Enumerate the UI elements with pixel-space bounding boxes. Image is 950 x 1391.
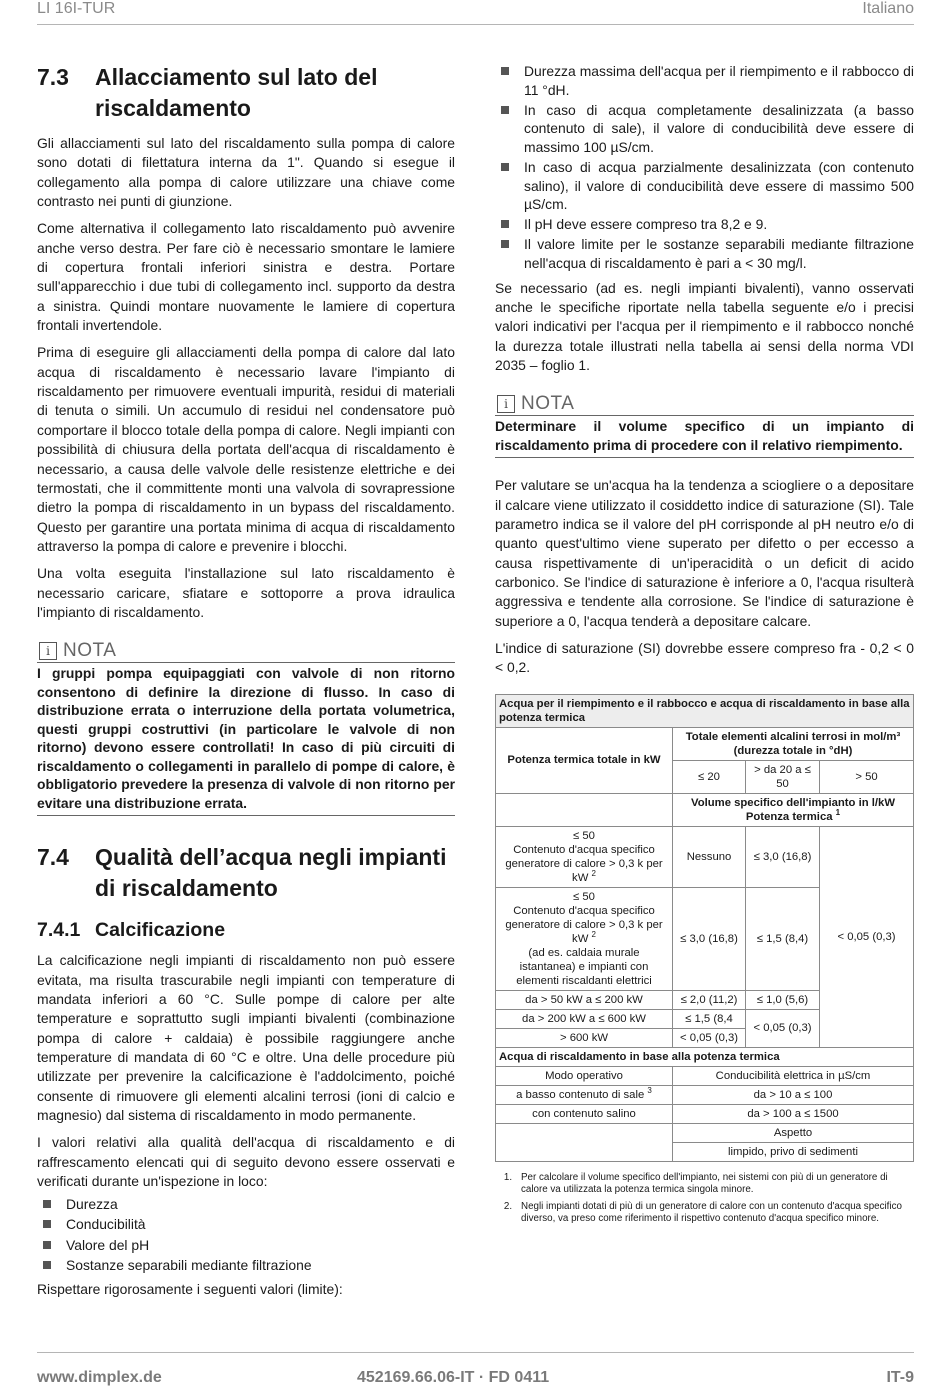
paragraph: Come alternativa il collegamento lato riscaldamento può avvenire anche verso destra. Per fare ciò è necessario smontare le lamiere di copertura frontali inferiori sinistra e destra. Portare sull'apparecchio i due tubi di collegamento incl. supporto da destra a sinistra. Quindi montare nuovamente le lamiere di copertura frontali invertendole. — [37, 220, 455, 334]
note-header — [495, 393, 914, 416]
list-item: Il pH deve essere compreso tra 8,2 e 9. — [495, 215, 914, 234]
bullet-square-icon — [43, 1200, 51, 1208]
row-label: a basso contenuto di sale $^3$ — [496, 1085, 673, 1104]
limits-list — [495, 62, 914, 273]
note-title: NOTA — [63, 640, 117, 662]
section-number: 7.4 — [37, 844, 69, 871]
list-item: In caso di acqua parzialmente desalinizzata (con contenuto salino), il valore di conducibilità deve essere di massimo 500 µS/cm. — [495, 158, 914, 214]
water-quality-table — [495, 694, 914, 1162]
info-icon: i — [39, 642, 57, 660]
paragraph: Se necessario (ad es. negli impianti bivalenti), vanno osservati anche le specifiche riportate nella tabella seguente e/o i precisi valori indicativi per l'acqua per il riempimento e il rabbocco nonché la durezza totale illustrati nella tabella ai sensi della norma VDI 2035 – foglio 1. — [495, 279, 914, 373]
bullet-square-icon — [501, 106, 509, 114]
page-header — [37, 0, 914, 22]
paragraph: Gli allacciamenti sul lato del riscaldamento sulla pompa di calore sono dotati di filettatura interna da 1". Quando si esegue il collegamento alla pompa di calore utilizzare una chiave come contrasto nei punti di giunzione. — [37, 135, 455, 210]
footnotes — [495, 1172, 914, 1225]
note-text: Determinare il volume specifico di un impianto di riscaldamento prima di procedere con il relativo riempimento. — [495, 416, 914, 458]
section-7-3-heading — [37, 62, 455, 124]
footer-doc-number: 452169.66.06-IT · FD 0411 — [357, 1369, 550, 1386]
subsection-number: 7.4.1 — [37, 919, 81, 942]
note-box — [37, 640, 455, 816]
power-header: Potenza termica totale in kW — [496, 727, 673, 793]
inspection-list — [37, 1195, 455, 1274]
row-label: ≤ 50 Contenuto d'acqua specifico generatore di calore > 0,3 k per kW $^2$ — [496, 826, 673, 887]
alkaline-col-3: > 50 — [820, 760, 914, 793]
paragraph: La calcificazione negli impianti di riscaldamento non può essere evitata, ma risulta trascurabile negli impianti con temperature di mandata inferiori a 60 °C. Sulle pompe di calore per alte temperature e soprattutto sugli impianti bivalenti (combinazione pompa di calore + caldaia) è possibile raggiungere anche temperature di mandata di 60 °C e oltre. Una delle procedure più utilizzate per prevenire la calcificazione è l'addolcimento, poiché consente di rimuovere gli elementi alcalini terrosi (ioni di calcio e magnesio) dal sistema di riscaldamento in modo permanente. — [37, 952, 455, 1123]
mode-header: Modo operativo — [496, 1066, 673, 1085]
table-cell: da > 100 a ≤ 1500 — [673, 1104, 914, 1123]
left-column — [37, 62, 455, 1308]
list-item: Durezza massima dell'acqua per il riempimento e il rabbocco di 11 °dH. — [495, 62, 914, 99]
section-title: Allacciamento sul lato del riscaldamento — [95, 64, 378, 121]
list-item: Il valore limite per le sostanze separabili mediante filtrazione nell'acqua di riscaldamento è pari a < 30 mg/l. — [495, 235, 914, 272]
bullet-square-icon — [501, 67, 509, 75]
row-label: ≤ 50 Contenuto d'acqua specifico generatore di calore > 0,3 k per kW $^2$ (ad es. caldaia murale istantanea) e impianti con elementi riscaldanti elettrici — [496, 887, 673, 990]
footnote: 1. Per calcolare il volume specifico dell'impianto, nei sistemi con più di un generatore di calore va utilizzata la potenza termica singola minore. — [503, 1171, 888, 1195]
bullet-square-icon — [43, 1261, 51, 1269]
row-label: da > 200 kW a ≤ 600 kW — [496, 1009, 673, 1028]
row-label: con contenuto salino — [496, 1104, 673, 1123]
note-box — [495, 393, 914, 458]
list-item: Valore del pH — [37, 1236, 455, 1255]
footnote: 2. Negli impianti dotati di più di un generatore di calore con un contenuto d'acqua specifico diverso, va preso come riferimento il rispettivo contenuto d'acqua specifico minore. — [503, 1200, 902, 1224]
table-cell: < 0,05 (0,3) — [746, 1009, 820, 1047]
bullet-square-icon — [501, 163, 509, 171]
paragraph: Per valutare se un'acqua ha la tendenza a sciogliere o a depositare il calcare viene utilizzato il cosiddetto indice di saturazione (SI). Tale parametro indica se il valore del pH corrisponde al pH neutro e/o di quanto quest'ultimo viene superato per difetto o per eccesso a causa rispettivamente di un'iperacidità o un deficit di acido carbonico. Se l'indice di saturazione è inferiore a 0, l'acqua risulterà aggressiva e tendente alla corrosione. Se l'indice di saturazione è superiore a 0, l'acqua tenderà a depositare calcare. — [495, 477, 914, 629]
list-item: In caso di acqua completamente desalinizzata (a basso contenuto di sale), il valore di conducibilità deve essere di massimo 100 µS/cm. — [495, 101, 914, 157]
table-title: Acqua per il riempimento e il rabbocco e acqua di riscaldamento in base alla potenza termica — [496, 694, 914, 727]
empty-cell — [496, 1123, 673, 1161]
subsection-7-4-1-heading — [37, 918, 455, 943]
bullet-square-icon — [43, 1241, 51, 1249]
table-cell: ≤ 2,0 (11,2) — [673, 990, 746, 1009]
table-cell: < 0,05 (0,3) — [673, 1028, 746, 1047]
list-item: Sostanze separabili mediante filtrazione — [37, 1256, 455, 1275]
paragraph: I valori relativi alla qualità dell'acqua di riscaldamento e di raffrescamento elencati qui di seguito devono essere osservati e verificati durante un'ispezione in loco: — [37, 1134, 455, 1190]
table-cell: ≤ 1,5 (8,4 — [673, 1009, 746, 1028]
table-cell: ≤ 3,0 (16,8) — [673, 887, 746, 990]
conductivity-header: Conducibilità elettrica in µS/cm — [673, 1066, 914, 1085]
section-title: Qualità dell’acqua negli impianti di riscaldamento — [95, 844, 447, 902]
table-cell: ≤ 1,5 (8,4) — [746, 887, 820, 990]
aspect-header: Aspetto — [673, 1123, 914, 1142]
bullet-square-icon — [43, 1220, 51, 1228]
list-item: Durezza — [37, 1195, 455, 1214]
table-cell: da > 10 a ≤ 100 — [673, 1085, 914, 1104]
section-7-4-heading — [37, 842, 455, 904]
right-column — [495, 62, 914, 1230]
bullet-square-icon — [501, 220, 509, 228]
table-cell: ≤ 1,0 (5,6) — [746, 990, 820, 1009]
section-header: Acqua di riscaldamento in base alla potenza termica — [496, 1047, 914, 1066]
paragraph: L'indice di saturazione (SI) dovrebbe essere compreso fra - 0,2 < 0 < 0,2. — [495, 640, 914, 676]
alkaline-header: Totale elementi alcalini terrosi in mol/m³ (durezza totale in °dH) — [673, 727, 914, 760]
table-cell: < 0,05 (0,3) — [820, 826, 914, 1047]
paragraph: Rispettare rigorosamente i seguenti valori (limite): — [37, 1281, 343, 1298]
page-footer — [37, 1369, 914, 1391]
paragraph: Prima di eseguire gli allacciamenti della pompa di calore dal lato acqua di riscaldamento è necessario lavare l'impianto di riscaldamento per rimuovere eventuali impurità, residui di materiali di tenuta o simili. Un accumulo di residui nel condensatore può comportare il blocco totale della pompa di calore. Negli impianti con possibilità di chiusura della portata dell'acqua di riscaldamento è necessario, a causa delle valvole delle resistenze elettriche e dei termostati, che il committente monti una valvola di sovrapressione dietro la pompa di riscaldamento in un bypass del riscaldamento. Questo per garantire una portata minima di acqua di riscaldamento attraverso la pompa di calore e prevenire i blocchi. — [37, 344, 455, 554]
header-language: Italiano — [862, 0, 914, 17]
info-icon: i — [497, 395, 515, 413]
table-cell: ≤ 3,0 (16,8) — [746, 826, 820, 887]
alkaline-col-1: ≤ 20 — [673, 760, 746, 793]
volume-header: Volume specifico dell'impianto in l/kW Potenza termica $^1$ — [673, 793, 914, 826]
paragraph: Una volta eseguita l'installazione sul lato riscaldamento è necessario caricare, sfiatare e sottoporre a prova idraulica l'impianto di riscaldamento. — [37, 565, 455, 620]
note-title: NOTA — [521, 393, 575, 415]
bullet-square-icon — [501, 240, 509, 248]
table-cell: Nessuno — [673, 826, 746, 887]
empty-cell — [496, 793, 673, 826]
subsection-title: Calcificazione — [95, 919, 226, 942]
section-number: 7.3 — [37, 64, 69, 90]
table-cell: limpido, privo di sedimenti — [673, 1142, 914, 1161]
list-item: Conducibilità — [37, 1215, 455, 1234]
header-divider — [37, 24, 914, 25]
footer-page-number: IT-9 — [886, 1369, 914, 1386]
row-label: > 600 kW — [496, 1028, 673, 1047]
footer-website: www.dimplex.de — [37, 1369, 162, 1386]
note-header — [37, 640, 455, 663]
header-model: LI 16I-TUR — [37, 0, 116, 17]
row-label: da > 50 kW a ≤ 200 kW — [496, 990, 673, 1009]
footer-divider — [37, 1352, 914, 1353]
note-text: I gruppi pompa equipaggiati con valvole di non ritorno consentono di definire la direzione di flusso. In caso di distribuzione errata o interruzione della portata volumetrica, questi gruppi costruttivi (in particolare le valvole di non ritorno) devono essere controllati! In caso di più circuiti di riscaldamento o collegamenti in parallelo di pompe di calore, è obbligatorio prevedere la presenza di valvole di non ritorno per evitare una distribuzione errata. — [37, 663, 455, 816]
alkaline-col-2: > da 20 a ≤ 50 — [746, 760, 820, 793]
